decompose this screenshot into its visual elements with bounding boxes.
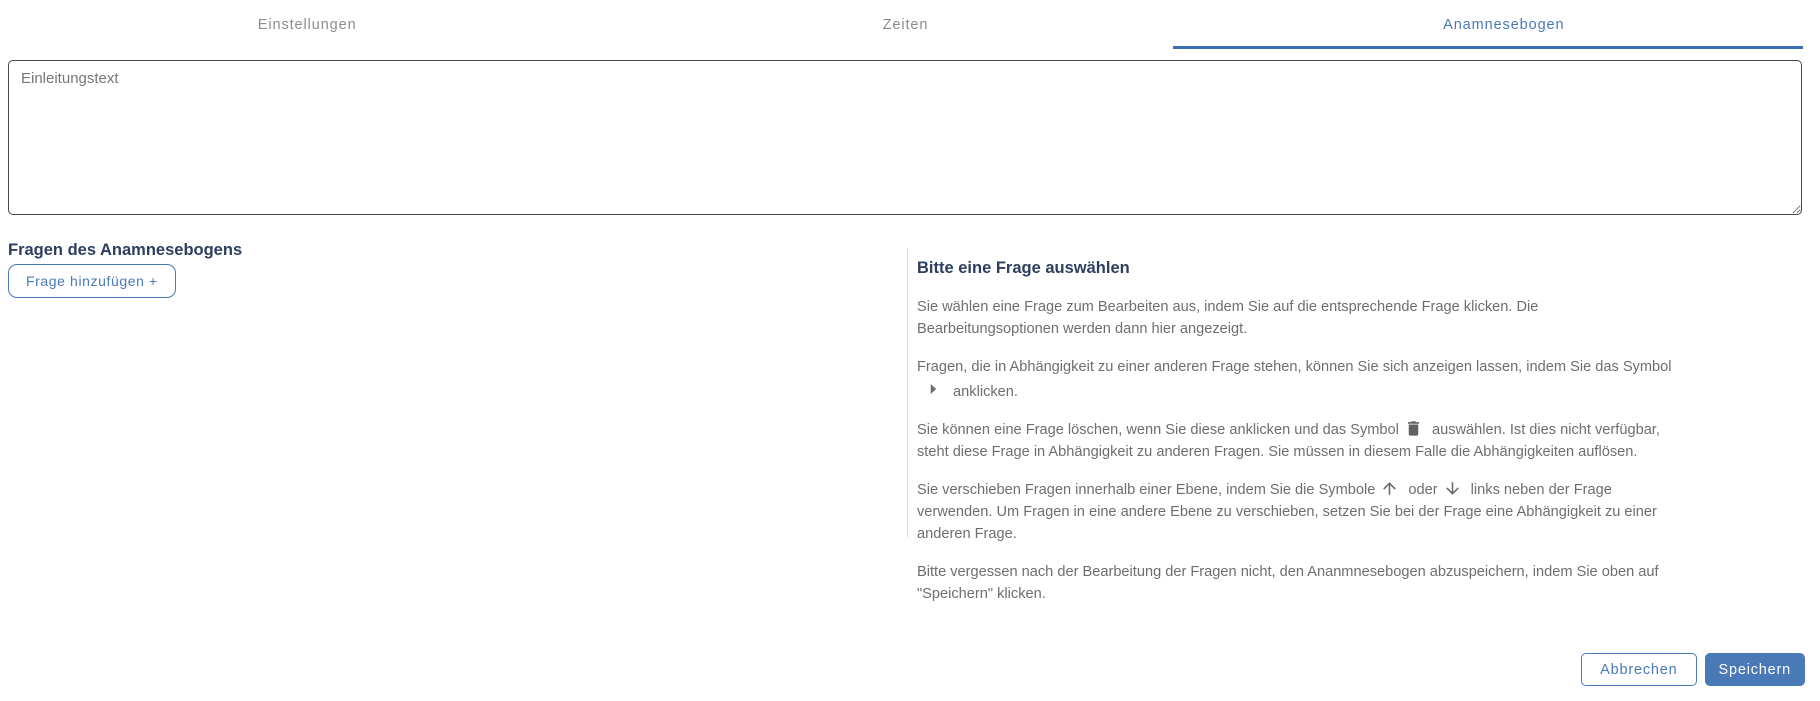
- einleitungstext-textarea[interactable]: [8, 60, 1802, 215]
- save-button[interactable]: Speichern: [1705, 653, 1806, 686]
- tab-zeiten[interactable]: [606, 0, 1204, 50]
- active-tab-indicator: [1173, 46, 1803, 49]
- tab-einstellungen[interactable]: [8, 0, 606, 50]
- help-paragraph: Fragen, die in Abhängigkeit zu einer anderen Frage stehen, können Sie sich anzeigen lassen, indem Sie das Symbol anklicken.: [917, 359, 1672, 400]
- tab-anamnesebogen-label: Anamnesebogen: [1443, 17, 1565, 33]
- help-panel-heading: Bitte eine Frage auswählen: [917, 259, 1130, 277]
- help-paragraph: Sie verschieben Fragen innerhalb einer Ebene, indem Sie die Symbole oder links neben der Frage verwenden. Um Fragen in eine andere Ebene zu verschieben, setzen Sie bei der Frage eine Abhängigkeit zu einer anderen Frage.: [917, 479, 1787, 545]
- tab-zeiten-label: Zeiten: [882, 17, 929, 33]
- vertical-divider: [907, 248, 908, 537]
- help-paragraph: Sie können eine Frage löschen, wenn Sie diese anklicken und das Symbol auswählen. Ist dies nicht verfügbar, steht diese Frage in Abhängigkeit zu anderen Fragen. Sie müssen in diesem Falle die Abhängigkeiten auflösen.: [917, 419, 1787, 463]
- help-paragraph: Sie wählen eine Frage zum Bearbeiten aus, indem Sie auf die entsprechende Frage klicken. Die Bearbeitungsoptionen werden dann hier angezeigt.: [917, 299, 1539, 337]
- caret-right-icon: [922, 378, 944, 400]
- help-paragraph: Bitte vergessen nach der Bearbeitung der Fragen nicht, den Ananmnesebogen abzuspeichern, indem Sie oben auf "Speichern" klicken.: [917, 564, 1659, 602]
- help-panel: [917, 256, 1787, 621]
- trash-icon: [1404, 419, 1423, 438]
- questions-section-heading: Fragen des Anamnesebogens: [8, 241, 243, 259]
- arrow-up-icon: [1380, 479, 1399, 498]
- cancel-button[interactable]: Abbrechen: [1581, 653, 1696, 686]
- help-paragraphs: [917, 296, 1787, 605]
- tab-bar: [8, 0, 1803, 50]
- add-question-button[interactable]: Frage hinzufügen +: [8, 264, 176, 298]
- tab-anamnesebogen[interactable]: [1205, 0, 1803, 50]
- footer-actions: [1581, 653, 1805, 686]
- arrow-down-icon: [1443, 479, 1462, 498]
- tab-einstellungen-label: Einstellungen: [257, 17, 357, 33]
